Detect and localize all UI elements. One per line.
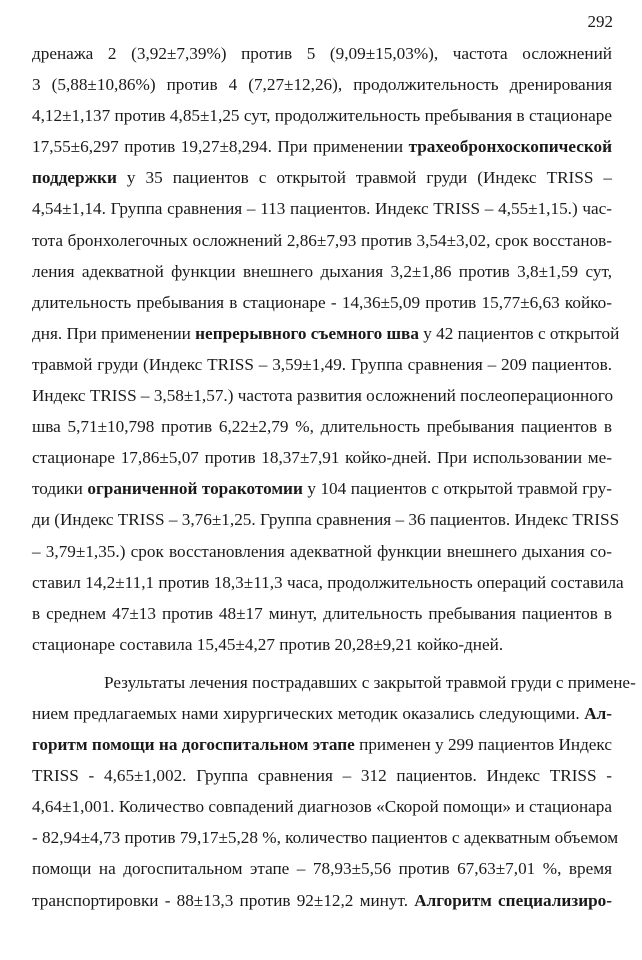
text-segment: Результаты лечения пострадавших с закрытой травмой груди с примене- (104, 672, 636, 692)
text-line (32, 822, 619, 853)
text-line (32, 193, 612, 224)
paragraph-gap (32, 660, 612, 667)
text-segment: тота бронхолегочных осложнений 2,86±7,93 против 3,54±3,02, срок восстанов- (32, 230, 612, 250)
text-line (32, 131, 612, 162)
text-line (32, 791, 612, 822)
bold-term: непрерывного съемного шва (195, 323, 419, 343)
text-segment: травмой груди (Индекс TRISS – 3,59±1,49. Группа сравнения – 209 пациентов. (32, 354, 612, 374)
bold-term: поддержки (32, 168, 117, 188)
text-segment: – 3,79±1,35.) срок восстановления адекватной функции внешнего дыхания со- (32, 541, 612, 561)
text-segment: у 42 пациентов с открытой (418, 323, 620, 343)
text-line (32, 287, 612, 318)
bold-term: Ал- (584, 703, 612, 723)
text-segment: у 35 пациентов с открытой травмой груди (Индекс TRISS – (116, 168, 612, 188)
text-segment: шва 5,71±10,798 против 6,22±2,79 %, длительность пребывания пациентов в (32, 417, 612, 437)
text-segment: длительность пребывания в стационаре - 14,36±5,09 против 15,77±6,63 койко- (32, 292, 612, 312)
text-segment: ления адекватной функции внешнего дыхания 3,2±1,86 против 3,8±1,59 сут, (32, 261, 612, 281)
text-line (32, 38, 612, 69)
body-text (32, 38, 636, 916)
bold-term: горитм помощи на догоспитальном этапе (32, 735, 355, 755)
text-line (32, 380, 612, 411)
text-segment: - 82,94±4,73 против 79,17±5,28 %, количество пациентов с адекватным объемом (32, 828, 619, 848)
text-line (32, 318, 620, 349)
text-segment: дня. При применении (32, 323, 196, 343)
bold-term: ограниченной торакотомии (87, 479, 303, 499)
text-segment: ставил 14,2±11,1 против 18,3±11,3 часа, продолжительность операций составила (32, 572, 624, 592)
text-segment: нием предлагаемых нами хирургических методик оказались следующими. (32, 703, 585, 723)
text-segment: 4,54±1,14. Группа сравнения – 113 пациентов. Индекс TRISS – 4,55±1,15.) час- (32, 199, 612, 219)
text-line (32, 667, 636, 698)
text-segment: 3 (5,88±10,86%) против 4 (7,27±12,26), продолжительность дренирования (32, 75, 612, 95)
text-segment: дренажа 2 (3,92±7,39%) против 5 (9,09±15,03%), частота осложнений (32, 44, 612, 63)
text-segment: помощи на догоспитальном этапе – 78,93±5,56 против 67,63±7,01 %, время (32, 859, 612, 879)
text-line (32, 536, 612, 567)
text-line (32, 598, 612, 629)
text-segment: в среднем 47±13 против 48±17 минут, длительность пребывания пациентов в (32, 603, 612, 623)
text-line (32, 442, 612, 473)
text-segment: транспортировки - 88±13,3 против 92±12,2 минут. (32, 890, 415, 910)
text-line (32, 504, 620, 535)
text-segment: стационаре 17,86±5,07 против 18,37±7,91 койко-дней. При использовании ме- (32, 448, 612, 468)
text-line (32, 729, 612, 760)
text-line (32, 760, 612, 791)
text-segment: Индекс TRISS – 3,58±1,57.) частота развития осложнений послеоперационного (32, 386, 614, 406)
text-line (32, 100, 612, 131)
page-number: 292 (587, 12, 613, 31)
paragraph (32, 38, 624, 660)
text-line (32, 853, 612, 884)
text-segment: 4,12±1,137 против 4,85±1,25 сут, продолжительность пребывания в стационаре (32, 106, 612, 126)
text-line (32, 162, 612, 193)
text-segment: у 104 пациентов с открытой травмой гру- (302, 479, 612, 499)
text-line (32, 411, 612, 442)
text-segment: TRISS - 4,65±1,002. Группа сравнения – 312 пациентов. Индекс TRISS - (32, 766, 612, 786)
text-line (32, 473, 612, 504)
text-line (32, 885, 612, 916)
text-segment: 17,55±6,297 против 19,27±8,294. При применении (32, 137, 409, 157)
text-line (32, 629, 612, 660)
text-line (32, 225, 612, 256)
text-segment: стационаре составила 15,45±4,27 против 20,28±9,21 койко-дней. (32, 634, 504, 654)
bold-term: трахеобронхоскопической (408, 137, 612, 157)
text-line (32, 567, 624, 598)
text-line (32, 698, 612, 729)
bold-term: Алгоритм специализиро- (414, 890, 612, 910)
text-line (32, 349, 612, 380)
text-segment: тодики (32, 479, 88, 499)
text-segment: 4,64±1,001. Количество совпадений диагнозов «Скорой помощи» и стационара (32, 797, 612, 817)
text-line (32, 69, 612, 100)
text-line (32, 256, 612, 287)
paragraph (32, 667, 636, 916)
text-segment: применен у 299 пациентов Индекс (354, 735, 612, 755)
text-segment: ди (Индекс TRISS – 3,76±1,25. Группа сравнения – 36 пациентов. Индекс TRISS (32, 510, 620, 530)
